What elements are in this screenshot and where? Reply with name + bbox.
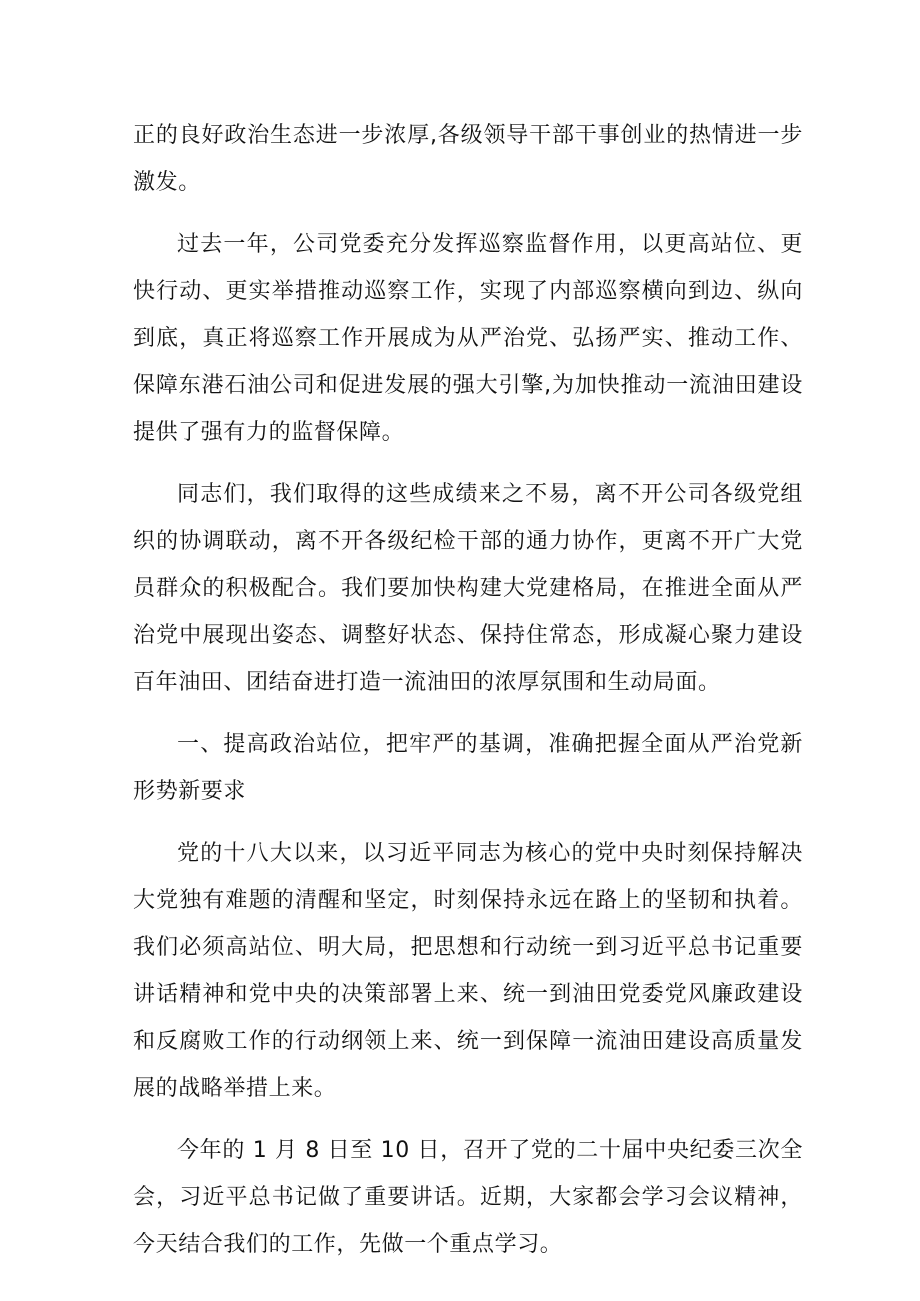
- section-heading-one: 一、提高政治站位，把牢严的基调，准确把握全面从严治党新形势新要求: [133, 732, 803, 804]
- paragraph-party-central: 党的十八大以来，以习近平同志为核心的党中央时刻保持解决大党独有难题的清醒和坚定，时刻保持永远在路上的坚韧和执着。我们必须高站位、明大局，把思想和行动统一到习近平总书记重要讲话精神和党中央的决策部署上来、统一到油田党委党风廉政建设和反腐败工作的行动纲领上来、统一到保障一流油田建设高质量发展的战略举措上来。: [133, 841, 803, 1101]
- paragraph-continuation: 正的良好政治生态进一步浓厚,各级领导干部干事创业的热情进一步激发。: [133, 123, 803, 195]
- paragraph-achievements: 同志们，我们取得的这些成绩来之不易，离不开公司各级党组织的协调联动，离不开各级纪检干部的通力协作，更离不开广大党员群众的积极配合。我们要加快构建大党建格局，在推进全面从严治党中展现出姿态、调整好状态、保持住常态，形成凝心聚力建设百年油田、团结奋进打造一流油田的浓厚氛围和生动局面。: [133, 482, 803, 695]
- paragraph-inspection-work: 过去一年，公司党委充分发挥巡察监督作用，以更高站位、更快行动、更实举措推动巡察工作，实现了内部巡察横向到边、纵向到底，真正将巡察工作开展成为从严治党、弘扬严实、推动工作、保障东港石油公司和促进发展的强大引擎,为加快推动一流油田建设提供了强有力的监督保障。: [133, 232, 803, 445]
- document-body: [133, 112, 803, 1283]
- paragraph-plenary-session: 今年的 1 月 8 日至 10 日，召开了党的二十届中央纪委三次全会，习近平总书记做了重要讲话。近期，大家都会学习会议精神，今天结合我们的工作，先做一个重点学习。: [133, 1138, 803, 1257]
